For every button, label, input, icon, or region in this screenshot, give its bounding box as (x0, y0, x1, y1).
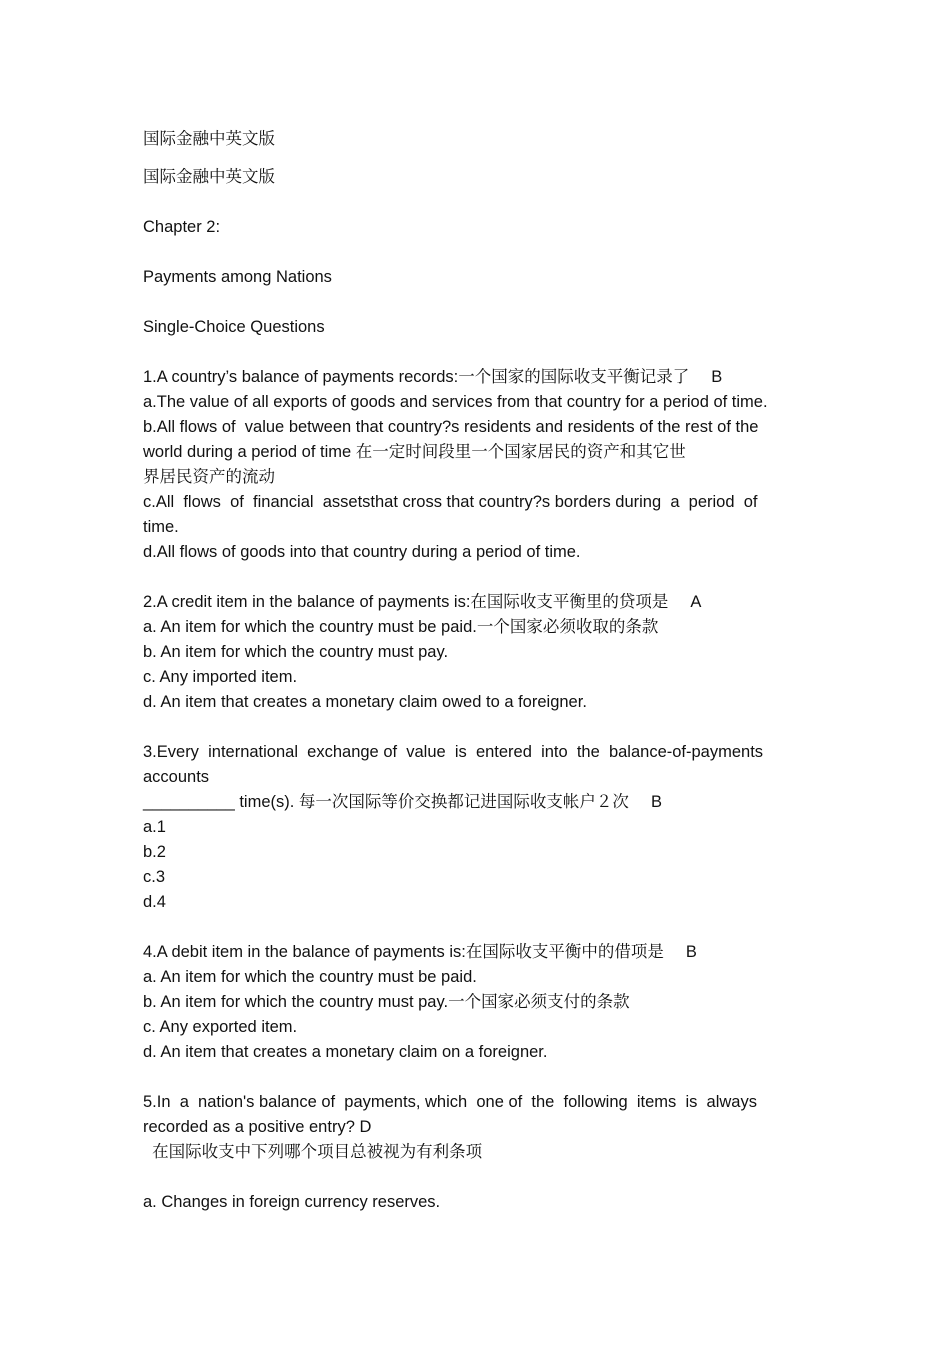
option-a: a.The value of all exports of goods and services from that country for a period of time. (143, 393, 768, 411)
option-d: d.4 (143, 893, 166, 911)
answer-key: A (690, 593, 702, 611)
option-a: a. An item for which the country must be paid.一个国家必须收取的条款 (143, 618, 659, 636)
option-a: a. An item for which the country must be paid. (143, 968, 477, 986)
chapter-title: Payments among Nations (143, 268, 332, 286)
question-stem-cont: accounts (143, 768, 210, 786)
answer-key: B (711, 368, 723, 386)
question-1 (143, 365, 823, 565)
option-a: a.1 (143, 818, 166, 836)
option-c: c. Any exported item. (143, 1018, 298, 1036)
doc-title: 国际金融中英文版 (143, 130, 275, 148)
option-b: b. An item for which the country must pay.一个国家必须支付的条款 (143, 993, 630, 1011)
option-c: c. Any imported item. (143, 668, 298, 686)
section-heading: Single-Choice Questions (143, 318, 325, 336)
option-b-cont: world during a period of time 在一定时间段里一个国家居民的资产和其它世 (143, 443, 686, 461)
document-page (143, 127, 823, 1215)
option-a: a. Changes in foreign currency reserves. (143, 1193, 441, 1211)
option-c: c.3 (143, 868, 166, 886)
chapter-label: Chapter 2: (143, 218, 221, 236)
question-stem: 5.In a nation's balance of payments, which one of the following items is always (143, 1093, 757, 1111)
option-d: d. An item that creates a monetary claim on a foreigner. (143, 1043, 548, 1061)
question-5 (143, 1090, 823, 1215)
option-b-cont: 界居民资产的流动 (143, 468, 275, 486)
question-stem: 1.A country’s balance of payments records:一个国家的国际收支平衡记录了 (143, 368, 690, 386)
question-stem: 4.A debit item in the balance of payments is:在国际收支平衡中的借项是 (143, 943, 664, 961)
answer-key: B (650, 793, 662, 811)
option-b: b. An item for which the country must pay. (143, 643, 449, 661)
question-3 (143, 740, 823, 915)
question-stem-cont: __________ time(s). 每一次国际等价交换都记进国际收支帐户２次 (143, 793, 629, 811)
option-c: c.All flows of financial assetsthat cross that country?s borders during a period of (143, 493, 758, 511)
question-stem: 2.A credit item in the balance of payments is:在国际收支平衡里的贷项是 (143, 593, 669, 611)
option-b: b.All flows of value between that country?s residents and residents of the rest of the (143, 418, 759, 436)
question-2 (143, 590, 823, 715)
option-c-cont: time. (143, 518, 179, 536)
option-b: b.2 (143, 843, 166, 861)
question-stem-cont: 在国际收支中下列哪个项目总被视为有利条项 (143, 1143, 483, 1161)
option-d: d. An item that creates a monetary claim owed to a foreigner. (143, 693, 587, 711)
answer-key: B (685, 943, 697, 961)
question-4 (143, 940, 823, 1065)
doc-subtitle: 国际金融中英文版 (143, 168, 275, 186)
question-stem: 3.Every international exchange of value is entered into the balance-of-payments (143, 743, 764, 761)
option-d: d.All flows of goods into that country during a period of time. (143, 543, 581, 561)
question-stem-cont: recorded as a positive entry? D (143, 1118, 372, 1136)
